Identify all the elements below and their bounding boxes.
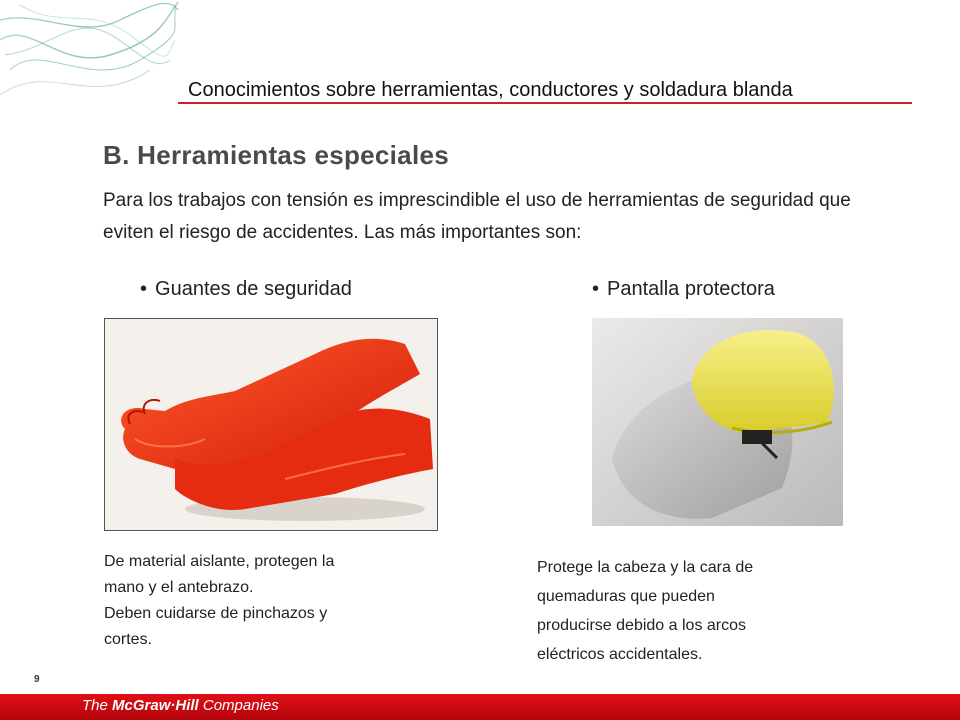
face-shield-photo [592, 318, 843, 526]
intro-paragraph: Para los trabajos con tensión es imprescindible el uso de herramientas de seguridad que eviten el riesgo de accidentes. Las más importantes son: [103, 190, 851, 243]
bullet-icon: • [140, 278, 148, 300]
brand-prefix: The [82, 697, 113, 714]
decorative-swirl-image [0, 0, 180, 118]
bullet-icon: • [592, 278, 600, 300]
footer-bar [0, 694, 960, 720]
page-number: 9 [34, 674, 40, 685]
caption-line: mano y el antebrazo. [104, 579, 254, 596]
item-shield-label: Pantalla protectora [607, 278, 775, 300]
caption-line: quemaduras que pueden [537, 588, 715, 605]
gloves-photo [104, 318, 438, 531]
caption-line: cortes. [104, 631, 153, 648]
header-divider [178, 102, 912, 104]
section-title: B. Herramientas especiales [103, 140, 449, 170]
shield-caption [537, 553, 867, 669]
item-gloves-heading [140, 278, 352, 301]
item-gloves-label: Guantes de seguridad [155, 278, 352, 300]
brand-name: McGraw·Hill [112, 697, 199, 714]
caption-line: De material aislante, protegen la [104, 553, 335, 570]
publisher-logo [82, 697, 279, 714]
brand-suffix: Companies [198, 697, 279, 714]
header-title: Conocimientos sobre herramientas, conductores y soldadura blanda [188, 79, 793, 101]
caption-line: eléctricos accidentales. [537, 646, 703, 663]
gloves-caption [104, 549, 434, 653]
caption-line: Protege la cabeza y la cara de [537, 559, 754, 576]
item-shield-heading [592, 278, 775, 301]
caption-line: producirse debido a los arcos [537, 617, 747, 634]
caption-line: Deben cuidarse de pinchazos y [104, 605, 328, 622]
